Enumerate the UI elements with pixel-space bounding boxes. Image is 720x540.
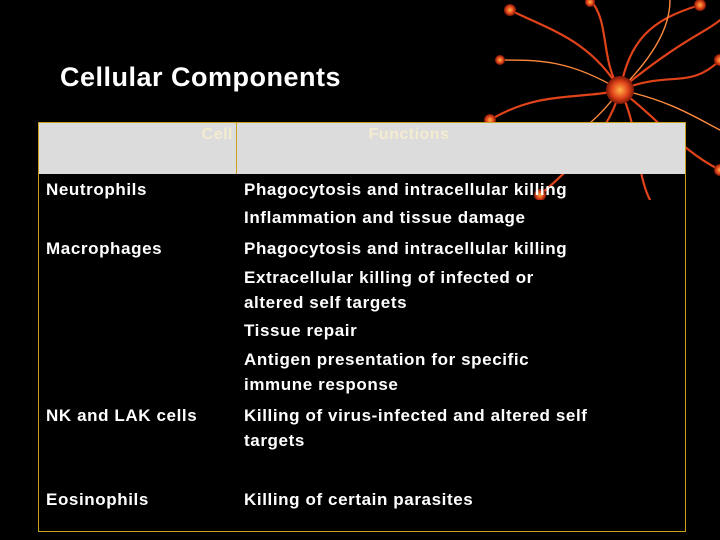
- header-functions: Functions: [368, 126, 450, 143]
- row-macrophages-function: Tissue repair: [244, 321, 358, 340]
- slide-title: Cellular Components: [60, 62, 342, 92]
- row-macrophages-function: altered self targets: [244, 293, 408, 312]
- row-eosinophils-cell: Eosinophils: [46, 490, 149, 509]
- table-header-row: [39, 123, 685, 174]
- row-neutrophils-function: Inflammation and tissue damage: [244, 208, 526, 227]
- row-macrophages-function: immune response: [244, 375, 399, 394]
- row-eosinophils-function: Killing of certain parasites: [244, 490, 474, 509]
- row-macrophages-function: Antigen presentation for specific: [244, 350, 530, 369]
- header-cell: Cell: [201, 126, 233, 143]
- row-neutrophils-function: Phagocytosis and intracellular killing: [244, 180, 568, 199]
- row-nk-lak-function: targets: [244, 431, 305, 450]
- cell-functions-table: [38, 122, 686, 532]
- row-macrophages-cell: Macrophages: [46, 239, 163, 258]
- row-neutrophils-cell: Neutrophils: [46, 180, 148, 199]
- row-macrophages-function: Phagocytosis and intracellular killing: [244, 239, 568, 258]
- header-divider: [236, 123, 237, 174]
- row-nk-lak-function: Killing of virus-infected and altered self: [244, 406, 588, 425]
- row-nk-lak-cell: NK and LAK cells: [46, 406, 198, 425]
- row-macrophages-function: Extracellular killing of infected or: [244, 268, 534, 287]
